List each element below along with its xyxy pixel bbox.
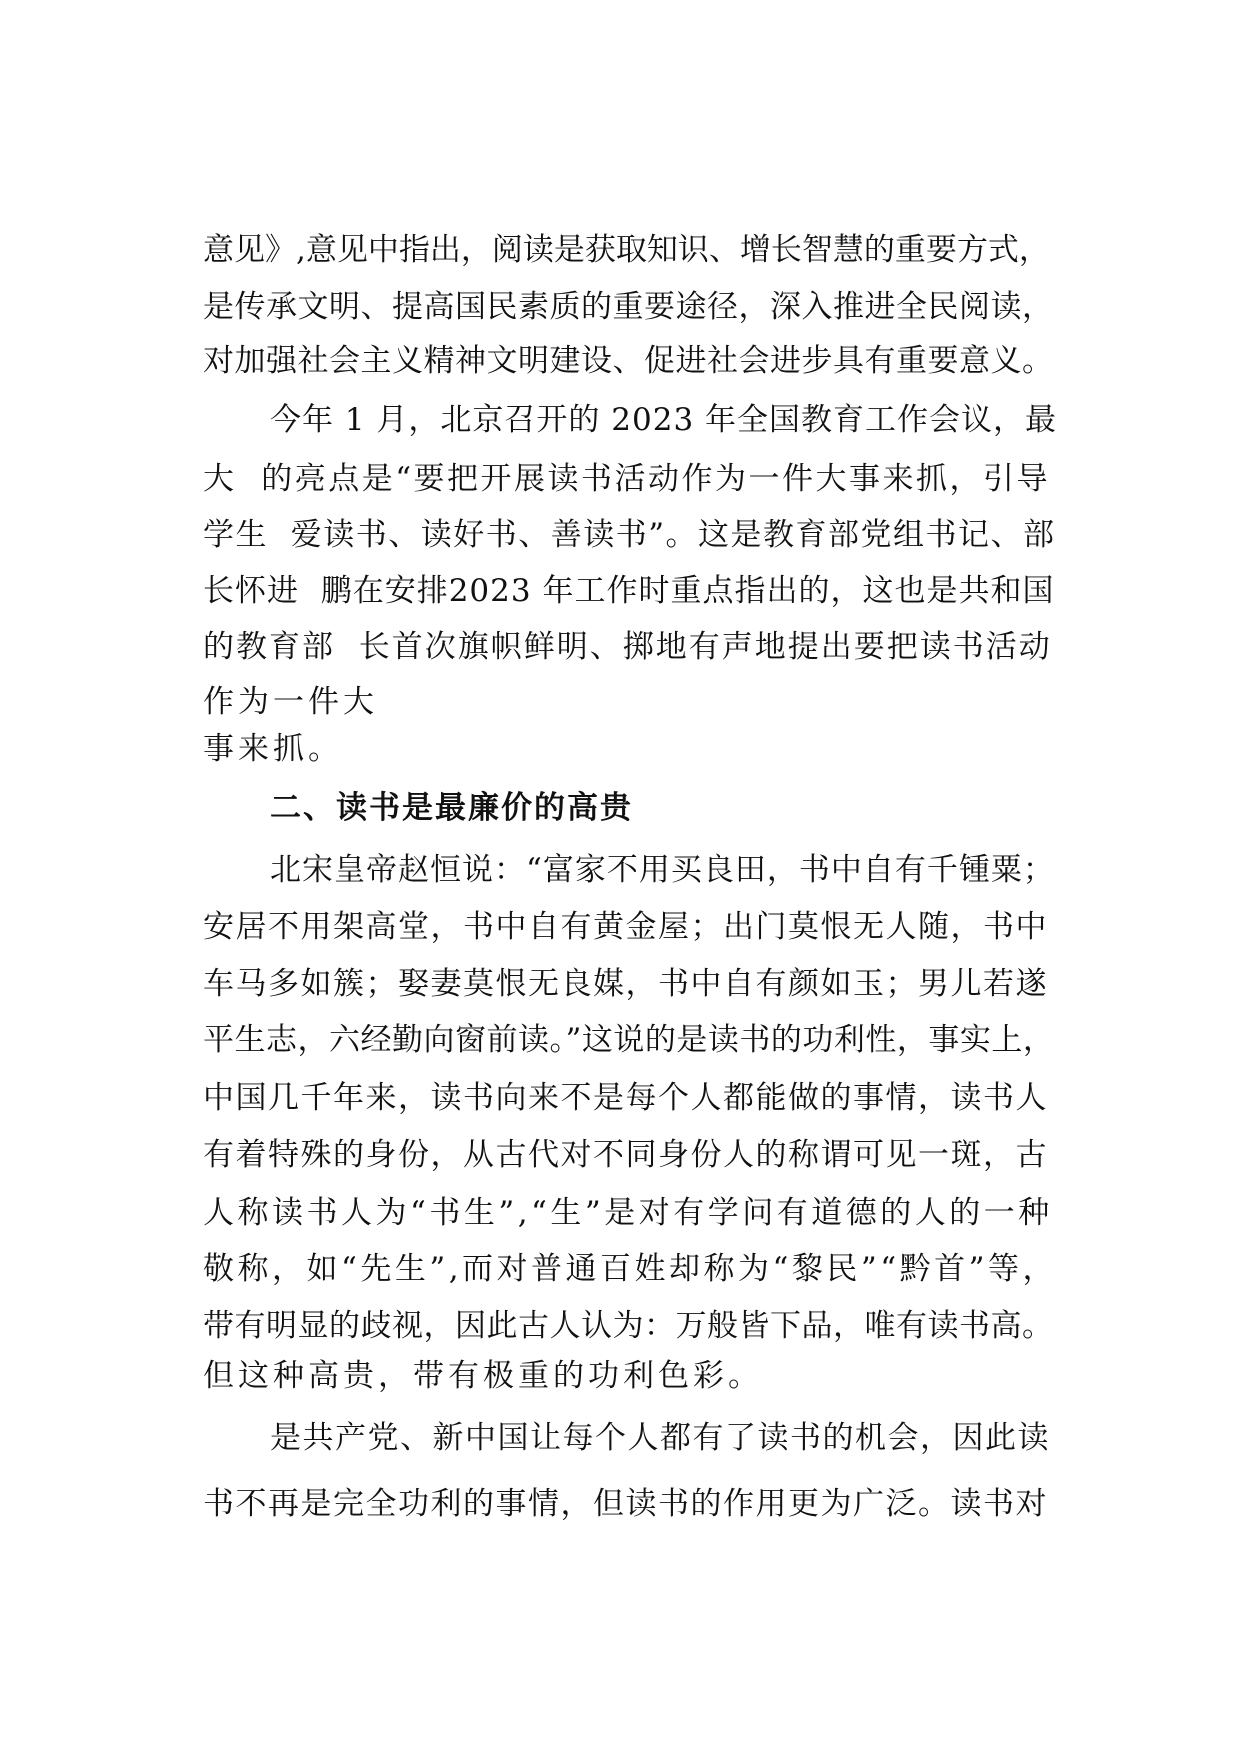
paragraph-3-line-10: 但这种高贵，带有极重的功利色彩。	[203, 1358, 763, 1394]
paragraph-3-line-3: 车马多如簇；娶妻莫恨无良媒，书中自有颜如玉；男儿若遂	[203, 966, 1048, 1002]
paragraph-1-line-3: 对加强社会主义精神文明建设、促进社会进步具有重要意义。	[203, 343, 1054, 379]
paragraph-2-line-2: 大 的亮点是“要把开展读书活动作为一件大事来抓，引导	[203, 461, 1051, 497]
paragraph-3-line-1: 北宋皇帝赵恒说：“富家不用买良田，书中自有千锺粟；	[270, 852, 1055, 888]
paragraph-2-line-3: 学生 爱读书、读好书、善读书”。这是教育部党组书记、部	[203, 517, 1056, 553]
paragraph-3-line-6: 有着特殊的身份，从古代对不同身份人的称谓可见一斑，古	[203, 1137, 1048, 1173]
paragraph-3-line-2: 安居不用架高堂，书中自有黄金屋；出门莫恨无人随，书中	[203, 909, 1048, 945]
paragraph-2-line-4: 长怀进 鹏在安排2023 年工作时重点指出的，这也是共和国	[203, 573, 1055, 609]
paragraph-4-line-2: 书不再是完全功利的事情，但读书的作用更为广泛。读书对	[203, 1486, 1048, 1522]
paragraph-3-line-7: 人称读书人为“书生”,“生”是对有学问有道德的人的一种	[203, 1195, 1053, 1231]
paragraph-3-line-5: 中国几千年来，读书向来不是每个人都能做的事情，读书人	[203, 1080, 1048, 1116]
paragraph-2-line-5: 的教育部 长首次旗帜鲜明、掷地有声地提出要把读书活动	[203, 629, 1052, 665]
paragraph-3-line-8: 敬称，如“先生”,而对普通百姓却称为“黎民”“黔首”等，	[203, 1251, 1057, 1287]
paragraph-1-line-1: 意见》,意见中指出，阅读是获取知识、增长智慧的重要方式，	[203, 232, 1050, 268]
paragraph-3-line-4: 平生志，六经勤向窗前读。”这说的是读书的功利性，事实上，	[203, 1022, 1055, 1058]
paragraph-2-line-1: 今年 1 月，北京召开的 2023 年全国教育工作会议，最	[270, 402, 1058, 438]
paragraph-3-line-9: 带有明显的歧视，因此古人认为：万般皆下品，唯有读书高。	[203, 1308, 1054, 1344]
section-heading: 二、读书是最廉价的高贵	[270, 790, 633, 826]
paragraph-2-line-6: 作为一件大	[203, 684, 378, 720]
paragraph-1-line-2: 是传承文明、提高国民素质的重要途径，深入推进全民阅读，	[203, 289, 1054, 325]
paragraph-4-line-1: 是共产党、新中国让每个人都有了读书的机会，因此读	[270, 1420, 1050, 1456]
paragraph-2-line-7: 事来抓。	[203, 731, 343, 767]
